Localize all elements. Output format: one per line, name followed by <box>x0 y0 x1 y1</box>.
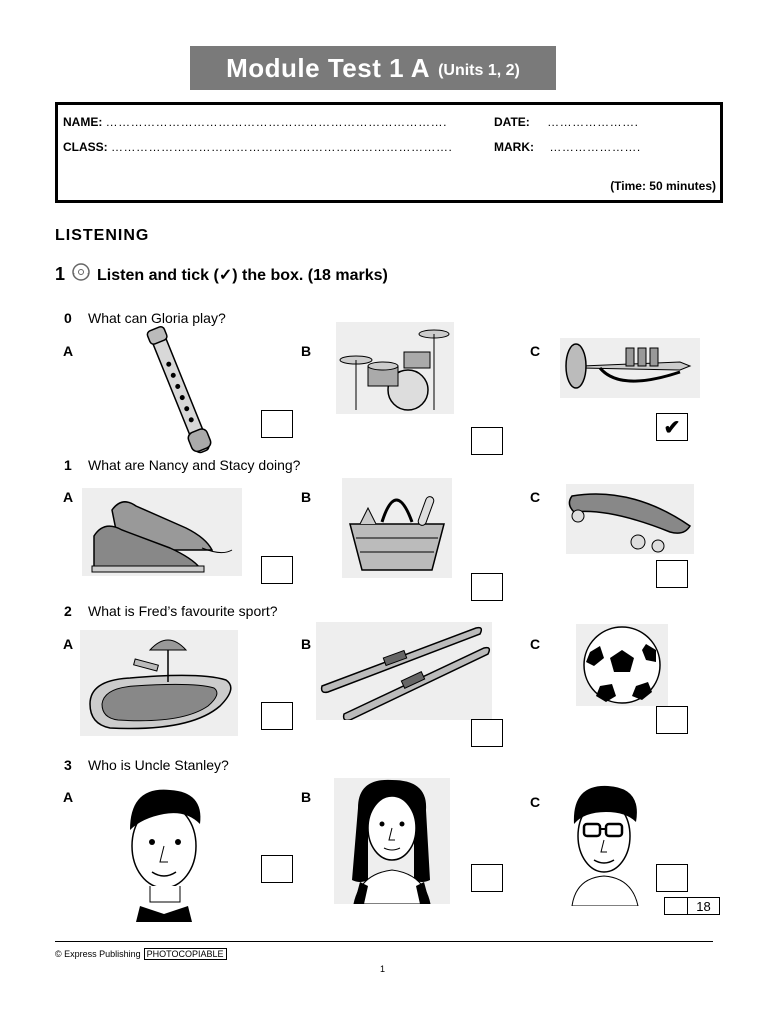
option-letter: A <box>63 636 74 652</box>
drum-kit-picture <box>336 322 454 414</box>
man-long-hair-picture <box>334 778 450 904</box>
score-blank[interactable] <box>665 898 688 914</box>
test-units: (Units 1, 2) <box>438 62 520 79</box>
man-short-hair-picture <box>120 786 210 926</box>
tick-box[interactable] <box>471 719 503 747</box>
option-letter: B <box>301 636 312 652</box>
class-dots: ………………………………………………………………………. <box>111 140 453 154</box>
question-number: 3 <box>64 757 72 773</box>
picnic-basket-picture <box>342 478 452 578</box>
option-letter: C <box>530 794 541 810</box>
test-title: Module Test 1 A <box>226 52 431 83</box>
option-letter: B <box>301 489 312 505</box>
question-text: What can Gloria play? <box>88 310 226 326</box>
recorder-picture <box>140 322 220 462</box>
tick-box[interactable] <box>656 560 688 588</box>
title-banner <box>190 46 556 90</box>
mark-label: MARK: <box>494 140 534 154</box>
tick-box-checked[interactable]: ✔ <box>656 413 688 441</box>
publisher-credit: © Express Publishing <box>55 949 141 959</box>
trumpet-picture <box>560 338 700 398</box>
score-box <box>664 897 720 915</box>
tick-box[interactable] <box>261 855 293 883</box>
task-instruction <box>55 262 388 287</box>
question-number: 2 <box>64 603 72 619</box>
option-letter: C <box>530 489 541 505</box>
swimming-pool-picture <box>80 630 238 736</box>
date-dots: …………………. <box>547 115 639 129</box>
question-number: 1 <box>64 457 72 473</box>
date-label: DATE: <box>494 115 530 129</box>
time-allowed: (Time: 50 minutes) <box>610 179 716 193</box>
task-number: 1 <box>55 264 66 284</box>
listening-cd-icon <box>71 262 91 287</box>
option-letter: B <box>301 343 312 359</box>
name-label: NAME: <box>63 115 103 129</box>
option-letter: A <box>63 789 74 805</box>
photocopiable-badge: PHOTOCOPIABLE <box>144 948 227 960</box>
section-heading: LISTENING <box>55 227 150 244</box>
mark-field[interactable] <box>494 140 641 154</box>
name-field[interactable] <box>63 115 447 129</box>
tick-box[interactable] <box>471 864 503 892</box>
score-total: 18 <box>696 898 711 914</box>
trainers-picture <box>82 488 242 576</box>
option-letter: C <box>530 636 541 652</box>
option-letter: C <box>530 343 541 359</box>
class-field[interactable] <box>63 140 452 154</box>
skateboard-picture <box>566 484 694 554</box>
option-letter: B <box>301 789 312 805</box>
tick-box[interactable] <box>656 864 688 892</box>
tick-box[interactable] <box>261 410 293 438</box>
class-label: CLASS: <box>63 140 108 154</box>
tick-box[interactable] <box>261 556 293 584</box>
football-picture <box>576 624 668 706</box>
option-letter: A <box>63 489 74 505</box>
water-skis-picture <box>316 622 492 720</box>
question-text: Who is Uncle Stanley? <box>88 757 229 773</box>
footer <box>55 948 227 960</box>
question-number: 0 <box>64 310 72 326</box>
name-dots: ………………………………………………………………………. <box>105 115 448 129</box>
date-field[interactable] <box>494 115 638 129</box>
tick-box[interactable] <box>471 427 503 455</box>
tick-box[interactable] <box>656 706 688 734</box>
question-text: What are Nancy and Stacy doing? <box>88 457 301 473</box>
tick-box[interactable] <box>471 573 503 601</box>
tick-box[interactable] <box>261 702 293 730</box>
man-with-glasses-picture <box>566 784 644 906</box>
mark-dots: …………………. <box>549 140 641 154</box>
question-text: What is Fred’s favourite sport? <box>88 603 278 619</box>
student-info-box <box>55 102 723 203</box>
task-text: Listen and tick (✓) the box. (18 marks) <box>97 266 388 284</box>
footer-divider <box>55 941 713 942</box>
page-number: 1 <box>380 964 386 974</box>
option-letter: A <box>63 343 74 359</box>
